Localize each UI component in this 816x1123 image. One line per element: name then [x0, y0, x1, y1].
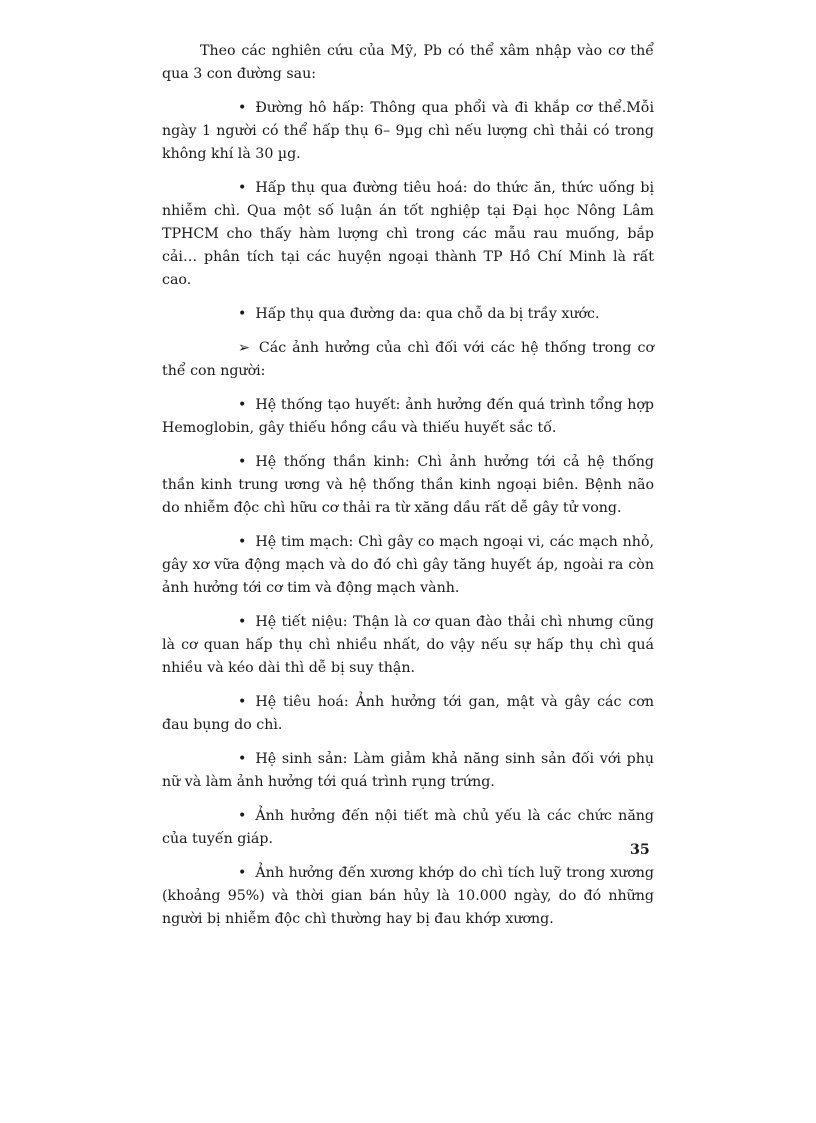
effect-text: Hệ tiêu hoá: Ảnh hưởng tới gan, mật và gây các cơn đau bụng do chì.: [162, 694, 654, 733]
effect-item: [162, 862, 654, 931]
bullet-icon: •: [238, 534, 247, 550]
page-body: [162, 40, 654, 942]
effects-heading-text: Các ảnh hưởng của chì đối với các hệ thống trong cơ thể con người:: [162, 340, 654, 379]
effect-item: [162, 691, 654, 737]
bullet-icon: •: [238, 865, 247, 881]
bullet-icon: •: [238, 614, 247, 630]
page-number: 35: [630, 842, 650, 858]
route-text: Hấp thụ qua đường tiêu hoá: do thức ăn, thức uống bị nhiễm chì. Qua một số luận án tốt nghiệp tại Đại học Nông Lâm TPHCM cho thấy hàm lượng chì trong các mẫu rau muống, bắp cải… phân tích tại các huyện ngoại thành TP Hồ Chí Minh là rất cao.: [162, 180, 654, 288]
effect-item: [162, 451, 654, 520]
bullet-icon: •: [238, 397, 247, 413]
effect-item: [162, 531, 654, 600]
effect-text: Hệ tim mạch: Chì gây co mạch ngoại vi, các mạch nhỏ, gây xơ vữa động mạch và do đó chì gây tăng huyết áp, ngoài ra còn ảnh hưởng tới cơ tim và động mạch vành.: [162, 534, 654, 596]
bullet-icon: •: [238, 100, 247, 116]
effect-text: Hệ thống thần kinh: Chì ảnh hưởng tới cả hệ thống thần kinh trung ương và hệ thống thần kinh ngoại biên. Bệnh não do nhiễm độc chì hữu cơ thải ra từ xăng dầu rất dễ gây tử vong.: [162, 454, 654, 516]
route-text: Hấp thụ qua đường da: qua chỗ da bị trầy xước.: [255, 306, 600, 322]
effect-item: [162, 805, 654, 851]
bullet-icon: •: [238, 751, 247, 767]
route-item: [162, 97, 654, 166]
effect-item: [162, 748, 654, 794]
bullet-icon: •: [238, 808, 247, 824]
effect-text: Hệ thống tạo huyết: ảnh hưởng đến quá trình tổng hợp Hemoglobin, gây thiếu hồng cầu và thiếu huyết sắc tố.: [162, 397, 654, 436]
effect-text: Hệ sinh sản: Làm giảm khả năng sinh sản đối với phụ nữ và làm ảnh hưởng tới quá trình rụng trứng.: [162, 751, 654, 790]
bullet-icon: •: [238, 454, 247, 470]
intro-paragraph: Theo các nghiên cứu của Mỹ, Pb có thể xâm nhập vào cơ thể qua 3 con đường sau:: [162, 43, 654, 82]
bullet-icon: •: [238, 306, 247, 322]
effects-heading: [162, 337, 654, 383]
route-item: [162, 177, 654, 292]
bullet-icon: •: [238, 694, 247, 710]
effect-text: Hệ tiết niệu: Thận là cơ quan đào thải chì nhưng cũng là cơ quan hấp thụ chì nhiều nhất, do vậy nếu sự hấp thụ chì quá nhiều và kéo dài thì dễ bị suy thận.: [162, 614, 654, 676]
effect-text: Ảnh hưởng đến nội tiết mà chủ yếu là các chức năng của tuyến giáp.: [162, 808, 654, 847]
effect-text: Ảnh hưởng đến xương khớp do chì tích luỹ trong xương (khoảng 95%) và thời gian bán hủy là 10.000 ngày, do đó những người bị nhiễm độc chì thường hay bị đau khớp xương.: [162, 865, 654, 927]
route-text: Đường hô hấp: Thông qua phổi và đi khắp cơ thể.Mỗi ngày 1 người có thể hấp thụ 6– 9µg chì nếu lượng chì thải có trong không khí là 30 µg.: [162, 100, 654, 162]
bullet-icon: •: [238, 180, 247, 196]
effect-item: [162, 394, 654, 440]
effect-item: [162, 611, 654, 680]
arrow-bullet-icon: ➢: [238, 340, 250, 356]
route-item: [162, 303, 654, 326]
